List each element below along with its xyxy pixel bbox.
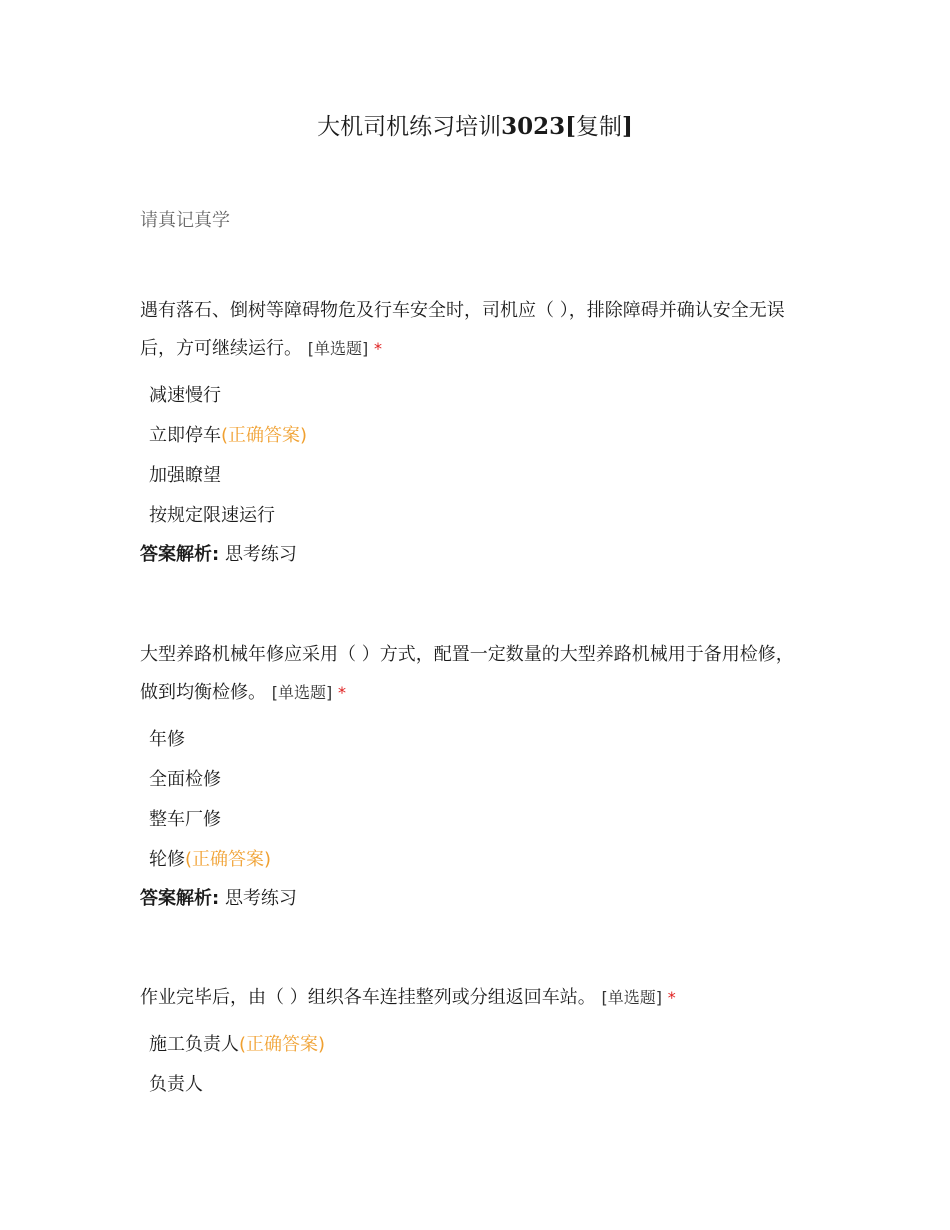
required-mark: * (373, 339, 382, 358)
correct-answer-tag: (正确答案) (185, 849, 272, 870)
question-type: [单选题] (307, 339, 369, 358)
question-stem (140, 979, 810, 1017)
analysis-text: 思考练习 (224, 544, 297, 565)
option-label: 全面检修 (149, 769, 221, 790)
question-stem (140, 636, 810, 712)
required-mark: * (337, 683, 346, 702)
correct-answer-tag: (正确答案) (239, 1034, 326, 1055)
question-text: 大型养路机械年修应采用（ ）方式，配置一定数量的大型养路机械用于备用检修，做到均衡检修。 (140, 644, 794, 703)
question-3 (140, 979, 810, 1105)
required-mark: * (667, 988, 676, 1007)
title-copy-word: 复制 (576, 114, 622, 140)
options-list (140, 376, 810, 536)
option-label: 负责人 (149, 1074, 203, 1095)
option[interactable] (140, 840, 810, 880)
option[interactable] (140, 1025, 810, 1065)
option[interactable] (140, 496, 810, 536)
analysis-text: 思考练习 (224, 888, 297, 909)
analysis-label: 答案解析: (140, 888, 220, 909)
question-type: [单选题] (601, 988, 662, 1007)
correct-answer-tag: (正确答案) (221, 425, 308, 446)
option[interactable] (140, 760, 810, 800)
question-text: 作业完毕后，由（ ）组织各车连挂整列或分组返回车站。 (140, 987, 596, 1008)
option-label: 轮修 (149, 849, 185, 870)
option[interactable] (140, 1065, 810, 1105)
option-label: 年修 (149, 729, 185, 750)
option[interactable] (140, 456, 810, 496)
question-1 (140, 292, 810, 574)
title-prefix: 大机司机练习培训 (317, 114, 502, 140)
question-text: 遇有落石、倒树等障碍物危及行车安全时，司机应（ ），排除障碍并确认安全无误后，方可继续运行。 (140, 300, 785, 359)
analysis-label: 答案解析: (140, 544, 220, 565)
option-label: 立即停车 (149, 425, 221, 446)
question-type: [单选题] (271, 683, 333, 702)
question-2 (140, 636, 810, 918)
question-stem (140, 292, 810, 368)
survey-subtitle: 请真记真学 (140, 210, 230, 231)
option[interactable] (140, 800, 810, 840)
option[interactable] (140, 720, 810, 760)
answer-analysis (140, 880, 810, 918)
option-label: 减速慢行 (149, 385, 221, 406)
survey-title (0, 110, 950, 144)
options-list (140, 1025, 810, 1105)
options-list (140, 720, 810, 880)
option-label: 施工负责人 (149, 1034, 239, 1055)
title-end-bracket: ] (622, 113, 633, 140)
option-label: 按规定限速运行 (149, 505, 275, 526)
answer-analysis (140, 536, 810, 574)
option-label: 加强瞭望 (149, 465, 221, 486)
option-label: 整车厂修 (149, 809, 221, 830)
option[interactable] (140, 376, 810, 416)
title-number: 3023[ (501, 113, 576, 140)
option[interactable] (140, 416, 810, 456)
